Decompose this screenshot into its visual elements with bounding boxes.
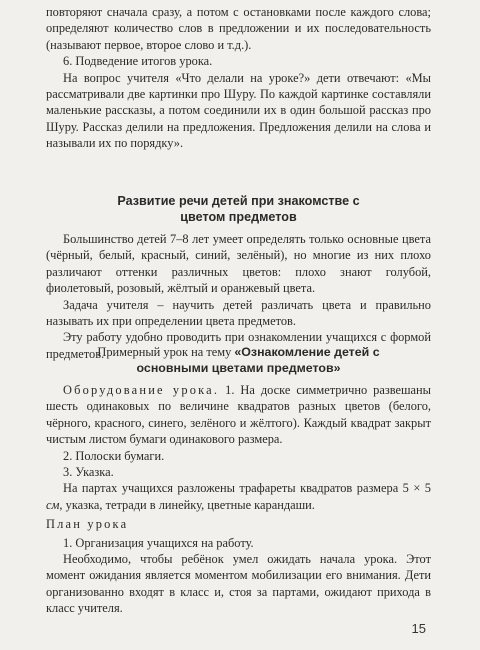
- lesson-text: [46, 382, 431, 617]
- paragraph: Большинство детей 7–8 лет умеет определять только основные цвета (чёрный, белый, красный, синий, зелёный), но многие из них плохо различают оттенки различных цветов: плохо знают голубой, фиолетовый, розовый, жёлтый и оранжевый цвета.: [46, 232, 431, 296]
- paragraph: 2. Полоски бумаги.: [63, 448, 165, 463]
- paragraph: повторяют сначала сразу, а потом с остановками после каждого слова; определяют количество слов в предложении и их последовательность (называют первое, второе слово и т.д.).: [46, 5, 431, 52]
- top-text: [46, 4, 431, 152]
- paragraph: 3. Указка.: [63, 465, 114, 480]
- section-heading: Развитие речи детей при знакомстве с цветом предметов: [117, 194, 360, 224]
- section-color-text: [46, 231, 431, 362]
- desks-unit: см: [46, 497, 60, 512]
- lesson-topic: «Ознакомление детей с основными цветами предметов»: [136, 345, 380, 376]
- equipment-label: Оборудование урока.: [63, 383, 220, 397]
- paragraph: Эту работу удобно проводить при ознакомлении учащихся с формой предметов.: [46, 330, 431, 361]
- lesson-title-text: [70, 344, 407, 377]
- lesson-title: [46, 344, 431, 377]
- equipment-item-1: 1. На доске симметрично развешаны шесть одинаковых по величине квадратов разных цветов (белого, чёрного, красного, синего, зелёного и жёлтого). Каждый квадрат закрыт чистым листом бумаги одинакового размера.: [46, 383, 431, 447]
- paragraph: Необходимо, чтобы ребёнок умел ожидать начала урока. Этот момент ожидания является моментом мобилизации его внимания. Дети организованно входят в класс и, стоя за партами, ожидают прихода в класс учителя.: [46, 552, 431, 616]
- equipment-paragraph: [46, 382, 431, 448]
- desks-end: , указка, тетради в линейку, цветные карандаши.: [59, 497, 315, 512]
- page-number: 15: [411, 621, 426, 636]
- lesson-intro: Примерный урок на тему: [97, 345, 235, 359]
- paragraph: 1. Организация учащихся на работу.: [63, 535, 254, 550]
- paragraph: Задача учителя – научить детей различать цвета и правильно называть их при определении цвета предметов.: [46, 297, 431, 329]
- section-color-heading-block: [46, 193, 431, 225]
- desks-paragraph: [46, 480, 431, 513]
- paragraph: 6. Подведение итогов урока.: [63, 54, 213, 69]
- desks-start: На партах учащихся разложены трафареты квадратов размера 5 × 5: [63, 481, 431, 496]
- plan-label: План урока: [46, 517, 129, 532]
- paragraph: На вопрос учителя «Что делали на уроке?» дети отвечают: «Мы рассматривали две картинки про Шуру. По каждой картинке составляли маленькие рассказы, а потом соединили их в один большой рассказ про Шуру. Рассказ делили на предложения. Предложения делили на слова и называли их по порядку».: [46, 70, 431, 151]
